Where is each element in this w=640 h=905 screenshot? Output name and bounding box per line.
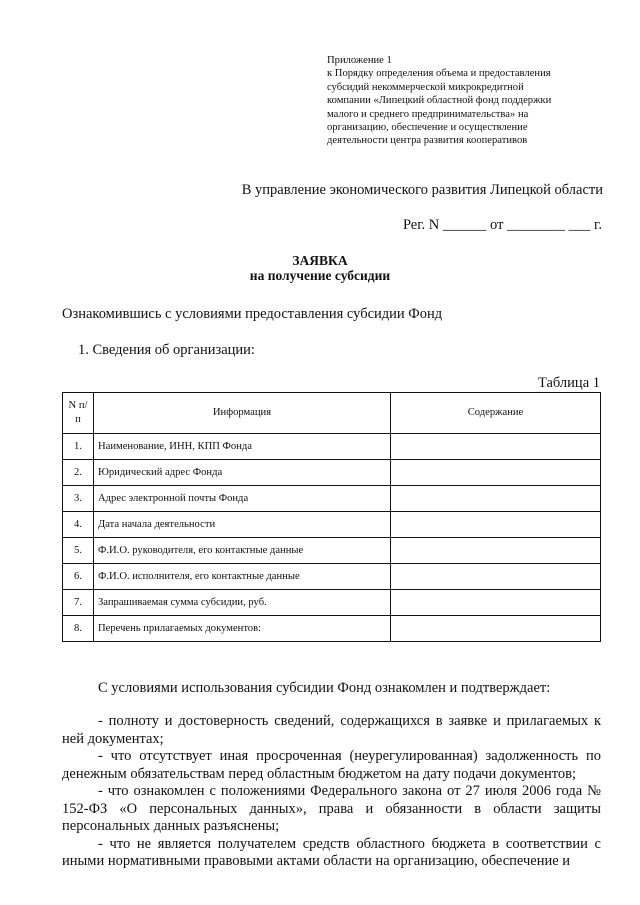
addressee: В управление экономического развития Липецкой области xyxy=(241,182,603,198)
intro-text: Ознакомившись с условиями предоставления субсидии Фонд xyxy=(62,306,443,322)
registration-line: Рег. N ______ от ________ ___ г. xyxy=(402,217,602,233)
appendix-line: субсидий некоммерческой микрокредитной xyxy=(327,81,524,93)
table-row xyxy=(63,512,601,538)
table-caption: Таблица 1 xyxy=(537,375,600,391)
row-content[interactable] xyxy=(391,512,601,538)
appendix-line: компании «Липецкий областной фонд поддержки xyxy=(327,95,552,107)
table-row xyxy=(63,616,601,642)
row-num: 4. xyxy=(63,512,94,538)
row-num: 7. xyxy=(63,590,94,616)
row-num: 2. xyxy=(63,460,94,486)
table-header-row xyxy=(63,393,601,434)
row-num: 3. xyxy=(63,486,94,512)
row-content[interactable] xyxy=(391,434,601,460)
document-title xyxy=(0,253,640,283)
row-content[interactable] xyxy=(391,564,601,590)
appendix-line: Приложение 1 xyxy=(327,55,392,66)
row-content[interactable] xyxy=(391,460,601,486)
table-row xyxy=(63,538,601,564)
row-info: Наименование, ИНН, КПП Фонда xyxy=(94,434,391,460)
row-num: 1. xyxy=(63,434,94,460)
row-content[interactable] xyxy=(391,486,601,512)
table-row xyxy=(63,486,601,512)
row-info: Ф.И.О. руководителя, его контактные данные xyxy=(94,538,391,564)
header-num: N п/п xyxy=(63,393,94,434)
row-content[interactable] xyxy=(391,590,601,616)
appendix-block xyxy=(327,54,612,148)
row-info: Дата начала деятельности xyxy=(94,512,391,538)
row-info: Адрес электронной почты Фонда xyxy=(94,486,391,512)
section-heading: 1. Сведения об организации: xyxy=(78,342,255,358)
row-num: 8. xyxy=(63,616,94,642)
row-content[interactable] xyxy=(391,616,601,642)
appendix-line: малого и среднего предпринимательства» на xyxy=(327,108,529,120)
table-row xyxy=(63,434,601,460)
row-info: Юридический адрес Фонда xyxy=(94,460,391,486)
confirmation-item: - что не является получателем средств областного бюджета в соответствии с иными нормативными правовыми актами области на организацию, обеспечение и xyxy=(62,835,601,869)
table-row xyxy=(63,460,601,486)
row-content[interactable] xyxy=(391,538,601,564)
appendix-line: к Порядку определения объема и предоставления xyxy=(327,68,551,80)
row-info: Перечень прилагаемых документов: xyxy=(94,616,391,642)
confirmation-item: - что ознакомлен с положениями Федерального закона от 27 июля 2006 года № 152-ФЗ «О персональных данных», права и обязанности в области защиты персональных данных разъяснены; xyxy=(62,783,601,834)
confirmation-heading: С условиями использования субсидии Фонд ознакомлен и подтверждает: xyxy=(98,680,551,696)
appendix-line: деятельности центра развития кооперативов xyxy=(327,135,528,147)
confirmation-list xyxy=(62,713,601,871)
table-row xyxy=(63,564,601,590)
confirmation-item: - что отсутствует иная просроченная (неурегулированная) задолженность по денежным обязательствам перед областным бюджетом на дату подачи документов; xyxy=(62,748,601,782)
appendix-line: организацию, обеспечение и осуществление xyxy=(327,122,528,134)
confirmation-item: - полноту и достоверность сведений, содержащихся в заявке и прилагаемых к ней документах; xyxy=(62,713,601,747)
title-sub: на получение субсидии xyxy=(249,268,391,283)
header-info: Информация xyxy=(94,393,391,434)
row-info: Ф.И.О. исполнителя, его контактные данные xyxy=(94,564,391,590)
row-num: 6. xyxy=(63,564,94,590)
row-info: Запрашиваемая сумма субсидии, руб. xyxy=(94,590,391,616)
header-content: Содержание xyxy=(391,393,601,434)
table-row xyxy=(63,590,601,616)
row-num: 5. xyxy=(63,538,94,564)
title-main: ЗАЯВКА xyxy=(292,253,348,268)
organization-info-table xyxy=(62,392,601,642)
